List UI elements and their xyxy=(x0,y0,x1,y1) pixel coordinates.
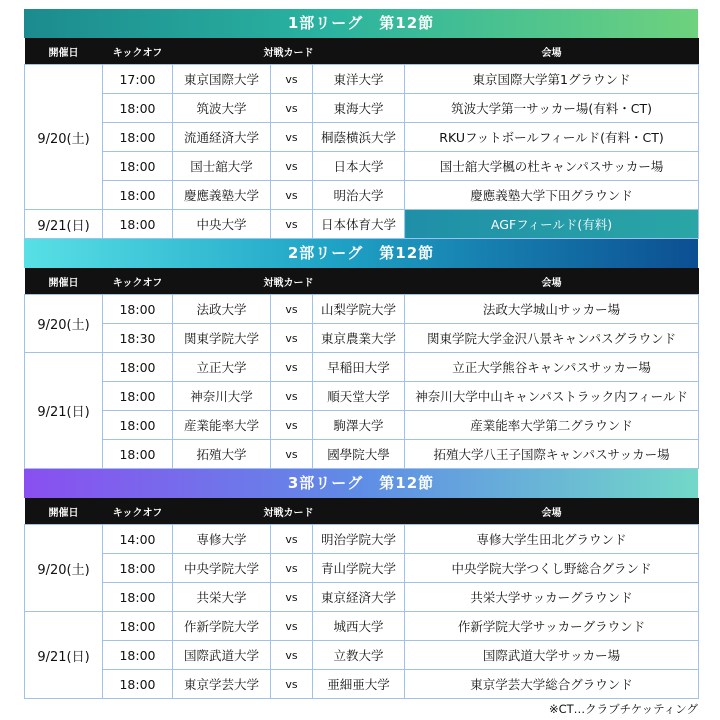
table-row xyxy=(25,65,699,94)
header-card: 対戦カード xyxy=(173,38,405,65)
home-team: 作新学院大学 xyxy=(173,612,271,641)
time-cell: 18:30 xyxy=(103,324,173,353)
time-cell: 18:00 xyxy=(103,152,173,181)
time-cell: 18:00 xyxy=(103,210,173,239)
date-cell: 9/21(日) xyxy=(25,210,103,239)
table-row xyxy=(25,670,699,699)
time-cell: 18:00 xyxy=(103,440,173,469)
venue-cell: 法政大学城山サッカー場 xyxy=(405,295,699,324)
table-row xyxy=(25,210,699,239)
time-cell: 17:00 xyxy=(103,65,173,94)
away-team: 駒澤大学 xyxy=(313,411,405,440)
home-team: 中央学院大学 xyxy=(173,554,271,583)
table-row xyxy=(25,440,699,469)
league-table xyxy=(24,268,699,469)
home-team: 慶應義塾大学 xyxy=(173,181,271,210)
home-team: 共栄大学 xyxy=(173,583,271,612)
vs-label: vs xyxy=(271,353,313,382)
home-team: 法政大学 xyxy=(173,295,271,324)
time-cell: 18:00 xyxy=(103,670,173,699)
away-team: 亜細亜大学 xyxy=(313,670,405,699)
home-team: 筑波大学 xyxy=(173,94,271,123)
header-kickoff: キックオフ xyxy=(103,268,173,295)
table-row xyxy=(25,181,699,210)
away-team: 國學院大學 xyxy=(313,440,405,469)
venue-cell: 専修大学生田北グラウンド xyxy=(405,525,699,554)
league-title: 2部リーグ 第12節 xyxy=(24,239,698,268)
time-cell: 18:00 xyxy=(103,583,173,612)
time-cell: 18:00 xyxy=(103,353,173,382)
table-row xyxy=(25,554,699,583)
time-cell: 18:00 xyxy=(103,94,173,123)
home-team: 国際武道大学 xyxy=(173,641,271,670)
header-venue: 会場 xyxy=(405,38,699,65)
vs-label: vs xyxy=(271,411,313,440)
venue-cell: RKUフットボールフィールド(有料・CT) xyxy=(405,123,699,152)
table-row xyxy=(25,295,699,324)
table-row xyxy=(25,324,699,353)
venue-cell-highlight: AGFフィールド(有料) xyxy=(405,210,699,239)
table-row xyxy=(25,641,699,670)
header-row xyxy=(25,498,699,525)
date-cell: 9/20(土) xyxy=(25,295,103,353)
vs-label: vs xyxy=(271,94,313,123)
venue-cell: 産業能率大学第二グラウンド xyxy=(405,411,699,440)
time-cell: 18:00 xyxy=(103,641,173,670)
venue-cell: 慶應義塾大学下田グラウンド xyxy=(405,181,699,210)
away-team: 桐蔭横浜大学 xyxy=(313,123,405,152)
home-team: 東京国際大学 xyxy=(173,65,271,94)
table-row xyxy=(25,411,699,440)
vs-label: vs xyxy=(271,65,313,94)
vs-label: vs xyxy=(271,641,313,670)
away-team: 早稲田大学 xyxy=(313,353,405,382)
header-venue: 会場 xyxy=(405,268,699,295)
home-team: 中央大学 xyxy=(173,210,271,239)
venue-cell: 作新学院大学サッカーグラウンド xyxy=(405,612,699,641)
vs-label: vs xyxy=(271,670,313,699)
vs-label: vs xyxy=(271,181,313,210)
away-team: 順天堂大学 xyxy=(313,382,405,411)
table-row xyxy=(25,525,699,554)
vs-label: vs xyxy=(271,440,313,469)
table-row xyxy=(25,152,699,181)
date-cell: 9/20(土) xyxy=(25,65,103,210)
home-team: 専修大学 xyxy=(173,525,271,554)
league-title: 1部リーグ 第12節 xyxy=(24,9,698,38)
league-title: 3部リーグ 第12節 xyxy=(24,469,698,498)
vs-label: vs xyxy=(271,525,313,554)
away-team: 立教大学 xyxy=(313,641,405,670)
league-table xyxy=(24,498,699,699)
footnote: ※CT…クラブチケッティング xyxy=(548,702,698,716)
vs-label: vs xyxy=(271,295,313,324)
header-date: 開催日 xyxy=(25,268,103,295)
time-cell: 18:00 xyxy=(103,295,173,324)
time-cell: 18:00 xyxy=(103,382,173,411)
vs-label: vs xyxy=(271,583,313,612)
vs-label: vs xyxy=(271,382,313,411)
time-cell: 18:00 xyxy=(103,554,173,583)
time-cell: 14:00 xyxy=(103,525,173,554)
table-row xyxy=(25,353,699,382)
home-team: 産業能率大学 xyxy=(173,411,271,440)
header-row xyxy=(25,38,699,65)
away-team: 城西大学 xyxy=(313,612,405,641)
header-row xyxy=(25,268,699,295)
header-venue: 会場 xyxy=(405,498,699,525)
venue-cell: 中央学院大学つくし野総合グランド xyxy=(405,554,699,583)
venue-cell: 筑波大学第一サッカー場(有料・CT) xyxy=(405,94,699,123)
header-kickoff: キックオフ xyxy=(103,498,173,525)
vs-label: vs xyxy=(271,123,313,152)
venue-cell: 関東学院大学金沢八景キャンパスグラウンド xyxy=(405,324,699,353)
table-row xyxy=(25,123,699,152)
vs-label: vs xyxy=(271,612,313,641)
time-cell: 18:00 xyxy=(103,411,173,440)
venue-cell: 共栄大学サッカーグラウンド xyxy=(405,583,699,612)
away-team: 東京経済大学 xyxy=(313,583,405,612)
away-team: 東京農業大学 xyxy=(313,324,405,353)
schedule xyxy=(24,9,698,699)
away-team: 東洋大学 xyxy=(313,65,405,94)
league-table xyxy=(24,38,699,239)
table-row xyxy=(25,94,699,123)
table-row xyxy=(25,583,699,612)
date-cell: 9/21(日) xyxy=(25,353,103,469)
away-team: 青山学院大学 xyxy=(313,554,405,583)
away-team: 明治学院大学 xyxy=(313,525,405,554)
venue-cell: 立正大学熊谷キャンパスサッカー場 xyxy=(405,353,699,382)
time-cell: 18:00 xyxy=(103,612,173,641)
date-cell: 9/21(日) xyxy=(25,612,103,699)
header-card: 対戦カード xyxy=(173,268,405,295)
date-cell: 9/20(土) xyxy=(25,525,103,612)
away-team: 日本体育大学 xyxy=(313,210,405,239)
table-row xyxy=(25,382,699,411)
vs-label: vs xyxy=(271,554,313,583)
vs-label: vs xyxy=(271,210,313,239)
home-team: 東京学芸大学 xyxy=(173,670,271,699)
venue-cell: 拓殖大学八王子国際キャンパスサッカー場 xyxy=(405,440,699,469)
home-team: 関東学院大学 xyxy=(173,324,271,353)
header-kickoff: キックオフ xyxy=(103,38,173,65)
table-row xyxy=(25,612,699,641)
home-team: 拓殖大学 xyxy=(173,440,271,469)
venue-cell: 東京国際大学第1グラウンド xyxy=(405,65,699,94)
home-team: 立正大学 xyxy=(173,353,271,382)
home-team: 国士舘大学 xyxy=(173,152,271,181)
vs-label: vs xyxy=(271,152,313,181)
home-team: 神奈川大学 xyxy=(173,382,271,411)
header-date: 開催日 xyxy=(25,498,103,525)
header-card: 対戦カード xyxy=(173,498,405,525)
away-team: 日本大学 xyxy=(313,152,405,181)
away-team: 明治大学 xyxy=(313,181,405,210)
vs-label: vs xyxy=(271,324,313,353)
venue-cell: 神奈川大学中山キャンパストラック内フィールド xyxy=(405,382,699,411)
away-team: 東海大学 xyxy=(313,94,405,123)
away-team: 山梨学院大学 xyxy=(313,295,405,324)
header-date: 開催日 xyxy=(25,38,103,65)
home-team: 流通経済大学 xyxy=(173,123,271,152)
venue-cell: 東京学芸大学総合グラウンド xyxy=(405,670,699,699)
time-cell: 18:00 xyxy=(103,181,173,210)
time-cell: 18:00 xyxy=(103,123,173,152)
venue-cell: 国士舘大学楓の杜キャンパスサッカー場 xyxy=(405,152,699,181)
venue-cell: 国際武道大学サッカー場 xyxy=(405,641,699,670)
